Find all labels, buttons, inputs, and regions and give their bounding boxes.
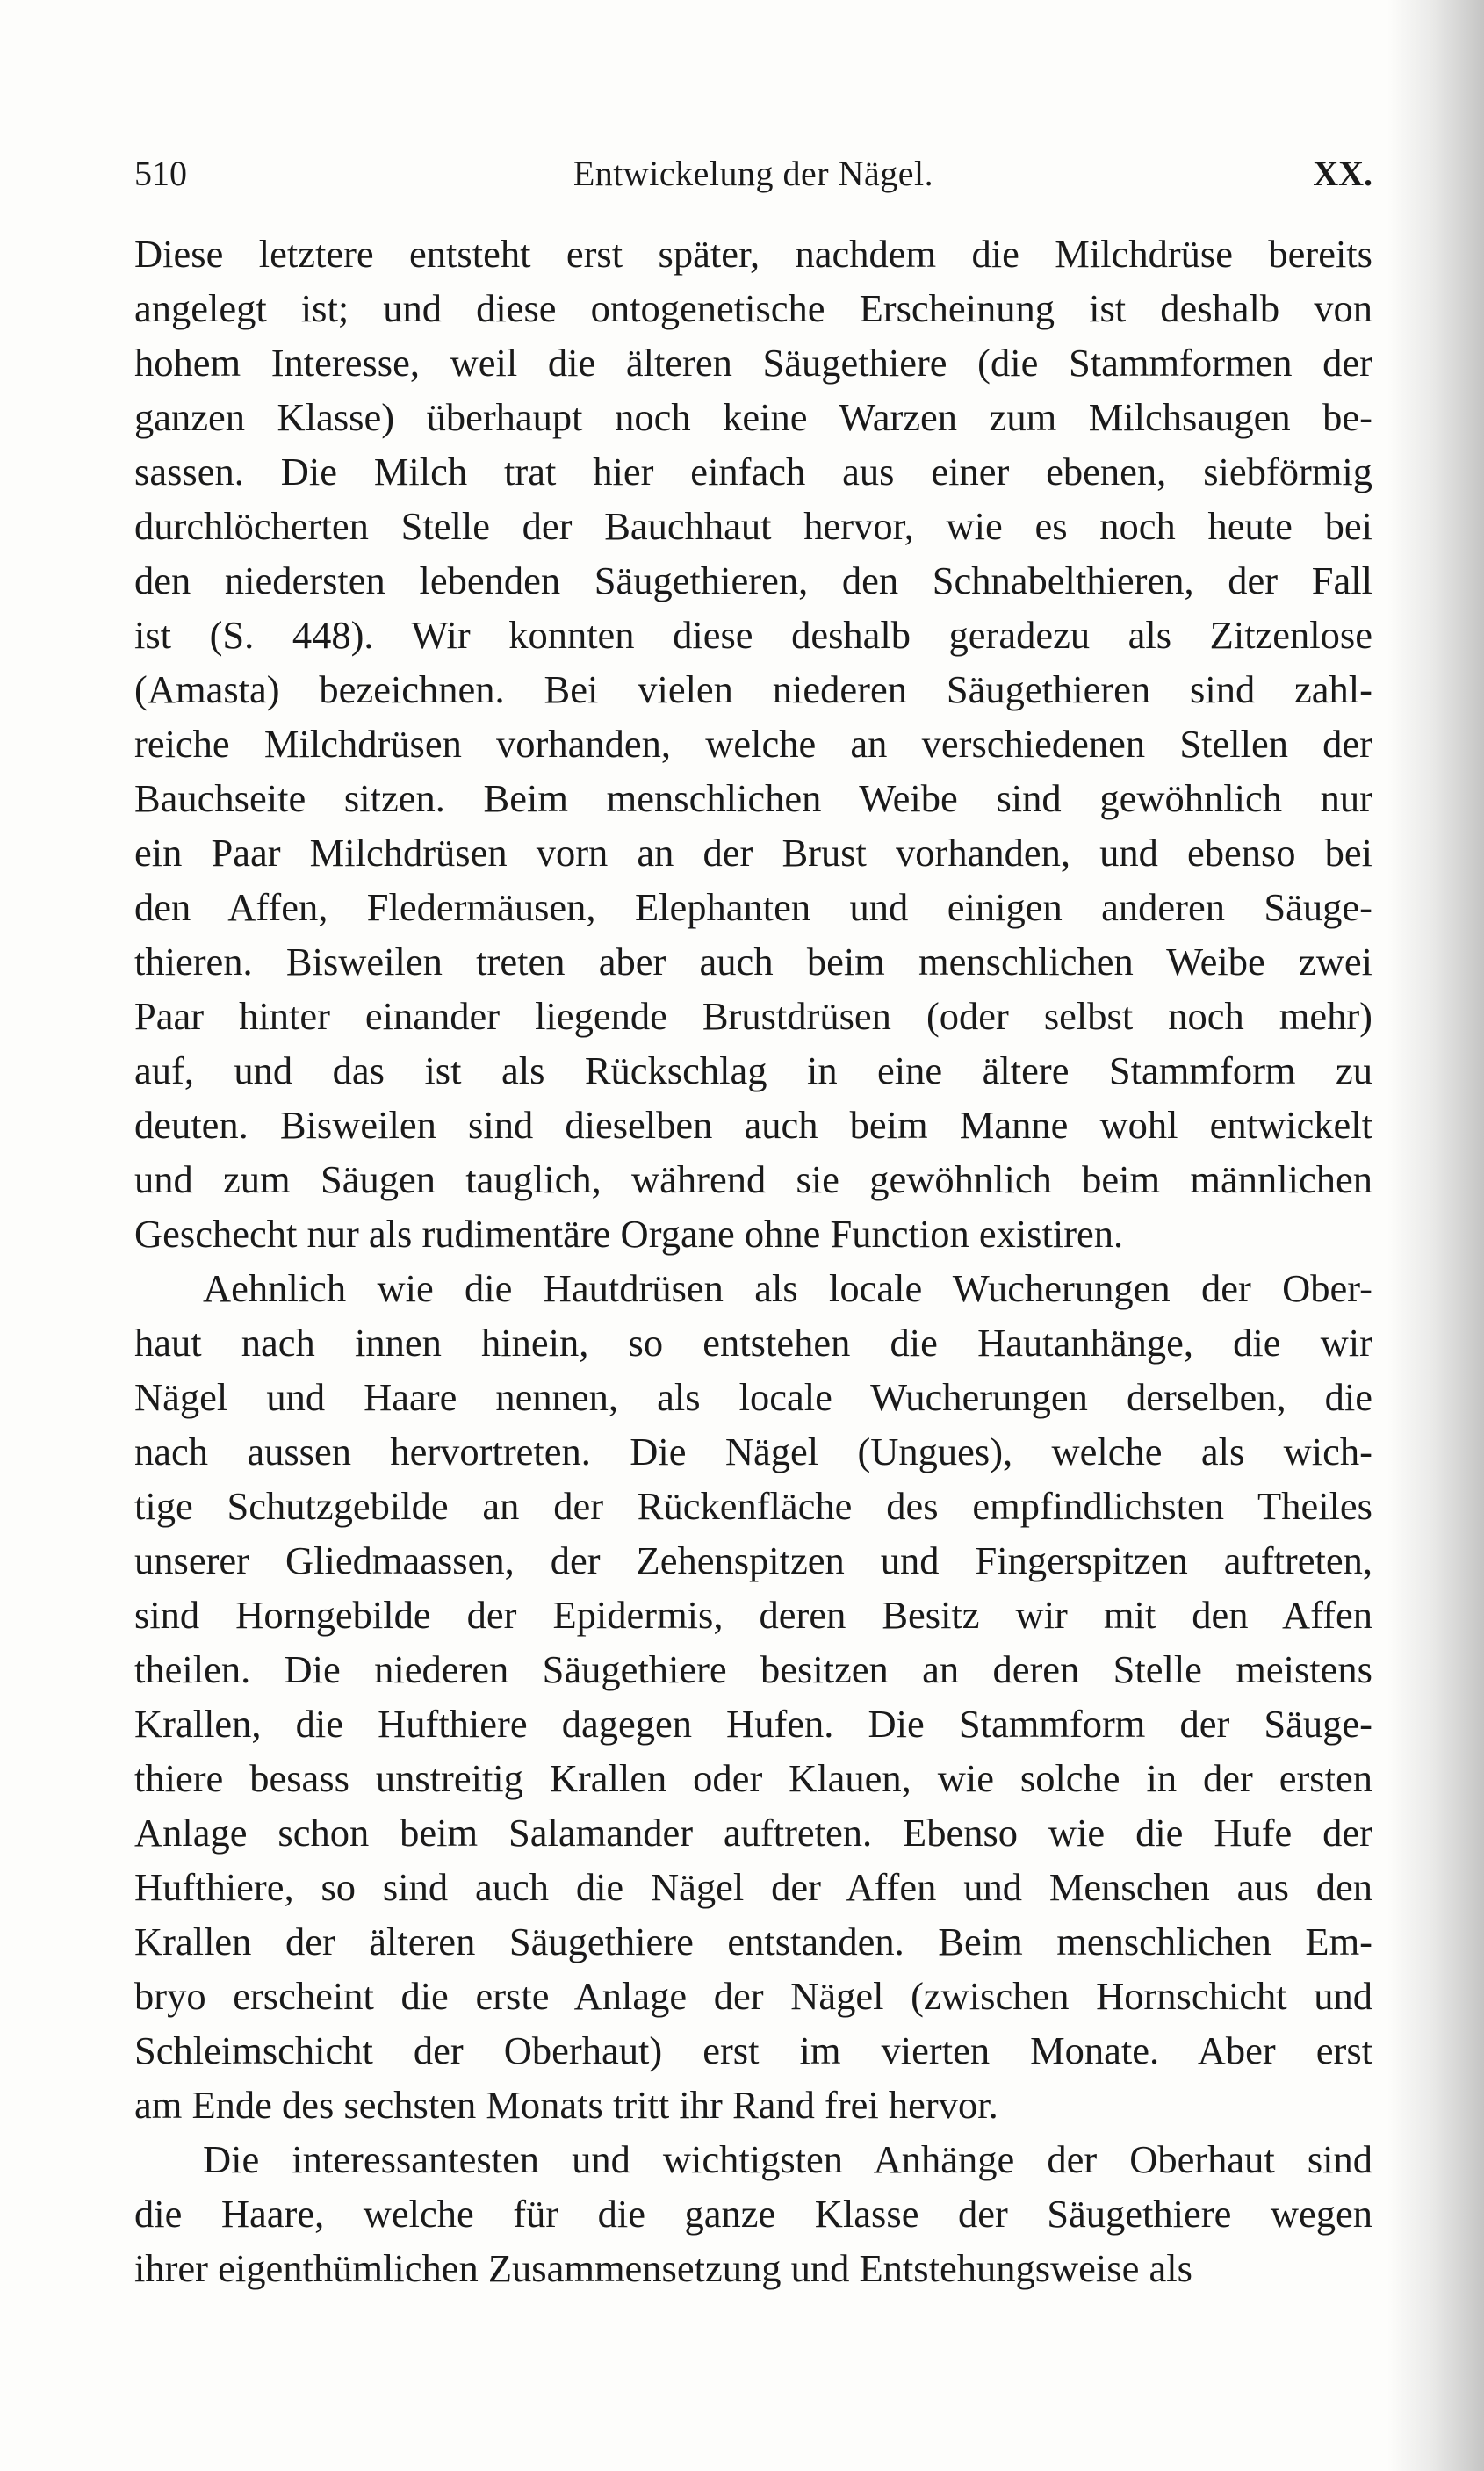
page-edge-shadow: [1387, 0, 1484, 2471]
text-line: am Ende des sechsten Monats tritt ihr Rand frei hervor.: [134, 2083, 998, 2127]
text-line: nach aussen hervortreten. Die Nägel (Ungues), welche als wich-: [134, 1430, 1372, 1473]
text-line: den Affen, Fledermäusen, Elephanten und einigen anderen Säuge-: [134, 885, 1372, 929]
text-line: sassen. Die Milch trat hier einfach aus einer ebenen, siebförmig: [134, 450, 1372, 493]
chapter-number: XX.: [1313, 154, 1372, 193]
text-line: und zum Säugen tauglich, während sie gewöhnlich beim männlichen: [134, 1157, 1372, 1201]
text-line: (Amasta) bezeichnen. Bei vielen niederen Säugethieren sind zahl-: [134, 667, 1372, 711]
text-line: hohem Interesse, weil die älteren Säugethiere (die Stammformen der: [134, 341, 1372, 385]
text-line: Aehnlich wie die Hautdrüsen als locale Wucherungen der Ober-: [203, 1266, 1372, 1310]
running-head: [134, 148, 1372, 200]
paragraph: [134, 2132, 1372, 2295]
text-line: haut nach innen hinein, so entstehen die Hautanhänge, die wir: [134, 1321, 1372, 1365]
text-line: Paar hinter einander liegende Brustdrüsen (oder selbst noch mehr): [134, 994, 1372, 1038]
text-line: Geschecht nur als rudimentäre Organe ohne Function existiren.: [134, 1212, 1124, 1256]
text-line: Die interessantesten und wichtigsten Anhänge der Oberhaut sind: [203, 2137, 1372, 2181]
text-line: Anlage schon beim Salamander auftreten. Ebenso wie die Hufe der: [134, 1811, 1372, 1855]
paragraph: [134, 227, 1372, 1261]
text-line: angelegt ist; und diese ontogenetische Erscheinung ist deshalb von: [134, 286, 1372, 330]
text-line: Schleimschicht der Oberhaut) erst im vierten Monate. Aber erst: [134, 2028, 1372, 2072]
text-line: Diese letztere entsteht erst später, nachdem die Milchdrüse bereits: [134, 232, 1372, 276]
text-line: sind Horngebilde der Epidermis, deren Besitz wir mit den Affen: [134, 1593, 1372, 1637]
text-line: tige Schutzgebilde an der Rückenfläche des empfindlichsten Theiles: [134, 1484, 1372, 1528]
text-line: reiche Milchdrüsen vorhanden, welche an verschiedenen Stellen der: [134, 722, 1372, 766]
text-line: durchlöcherten Stelle der Bauchhaut hervor, wie es noch heute bei: [134, 504, 1372, 548]
text-line: ihrer eigenthümlichen Zusammensetzung und Entstehungsweise als: [134, 2246, 1192, 2290]
paragraph: [134, 1261, 1372, 2132]
text-line: Krallen, die Hufthiere dagegen Hufen. Die Stammform der Säuge-: [134, 1702, 1372, 1746]
text-line: thiere besass unstreitig Krallen oder Klauen, wie solche in der ersten: [134, 1756, 1372, 1800]
text-line: Bauchseite sitzen. Beim menschlichen Weibe sind gewöhnlich nur: [134, 776, 1372, 820]
page-number: 510: [134, 154, 187, 193]
text-line: theilen. Die niederen Säugethiere besitzen an deren Stelle meistens: [134, 1647, 1372, 1691]
text-line: Krallen der älteren Säugethiere entstanden. Beim menschlichen Em-: [134, 1920, 1372, 1963]
text-line: auf, und das ist als Rückschlag in eine ältere Stammform zu: [134, 1048, 1372, 1092]
text-line: thieren. Bisweilen treten aber auch beim menschlichen Weibe zwei: [134, 940, 1372, 983]
text-line: ganzen Klasse) überhaupt noch keine Warzen zum Milchsaugen be-: [134, 395, 1372, 439]
text-line: unserer Gliedmaassen, der Zehenspitzen und Fingerspitzen auftreten,: [134, 1538, 1372, 1582]
text-line: den niedersten lebenden Säugethieren, den Schnabelthieren, der Fall: [134, 558, 1372, 602]
text-line: Nägel und Haare nennen, als locale Wucherungen derselben, die: [134, 1375, 1372, 1419]
text-line: Hufthiere, so sind auch die Nägel der Affen und Menschen aus den: [134, 1865, 1372, 1909]
text-line: deuten. Bisweilen sind dieselben auch beim Manne wohl entwickelt: [134, 1103, 1372, 1147]
body-text: [134, 227, 1372, 2295]
text-line: ist (S. 448). Wir konnten diese deshalb geradezu als Zitzenlose: [134, 613, 1372, 657]
text-line: bryo erscheint die erste Anlage der Nägel (zwischen Hornschicht und: [134, 1974, 1372, 2018]
running-title: Entwickelung der Nägel.: [573, 154, 934, 193]
text-line: die Haare, welche für die ganze Klasse der Säugethiere wegen: [134, 2192, 1372, 2236]
text-line: ein Paar Milchdrüsen vorn an der Brust vorhanden, und ebenso bei: [134, 831, 1372, 875]
